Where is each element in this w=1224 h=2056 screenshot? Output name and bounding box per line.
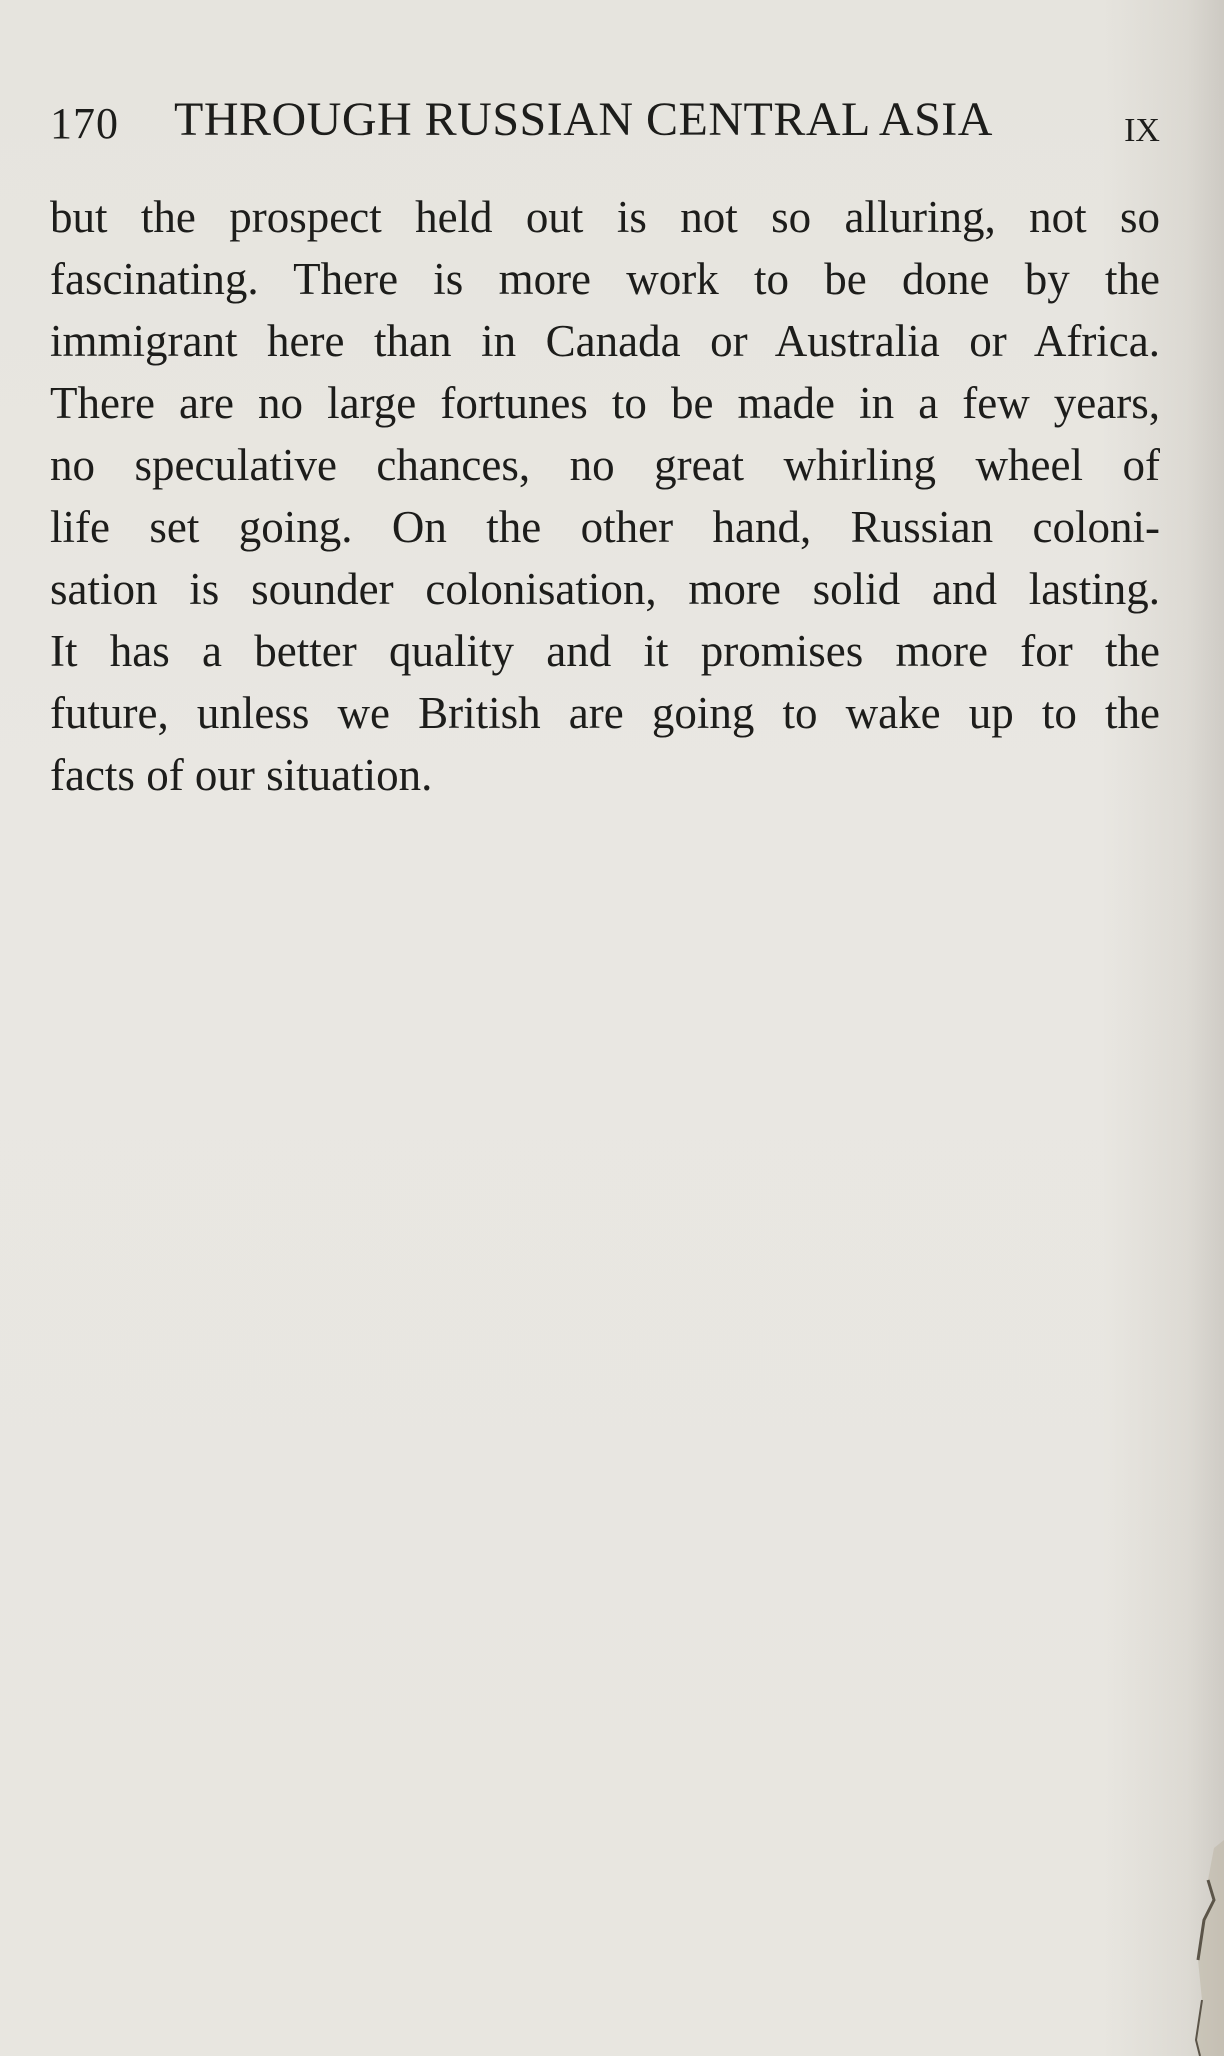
text-line: facts of our situation. — [50, 750, 433, 800]
page-number: 170 — [50, 99, 119, 148]
text-line: but the prospect held out is not so alluring, not so — [50, 192, 1160, 242]
chapter-numeral: IX — [1124, 112, 1160, 149]
running-title: THROUGH RUSSIAN CENTRAL ASIA — [174, 93, 993, 146]
text-line: sation is sounder colonisation, more solid and lasting. — [50, 564, 1160, 614]
text-line: fascinating. There is more work to be done by the — [50, 254, 1160, 304]
text-line: It has a better quality and it promises more for the — [50, 626, 1160, 676]
text-line: life set going. On the other hand, Russian coloni- — [50, 502, 1160, 552]
text-line: future, unless we British are going to wake up to the — [50, 688, 1160, 738]
body-paragraph — [50, 186, 1160, 806]
page-header — [50, 92, 1170, 152]
text-line: no speculative chances, no great whirling wheel of — [50, 440, 1160, 490]
text-line: immigrant here than in Canada or Australia or Africa. — [50, 316, 1160, 366]
text-line: There are no large fortunes to be made in a few years, — [50, 378, 1160, 428]
page-edge-tear — [1184, 1840, 1224, 2056]
